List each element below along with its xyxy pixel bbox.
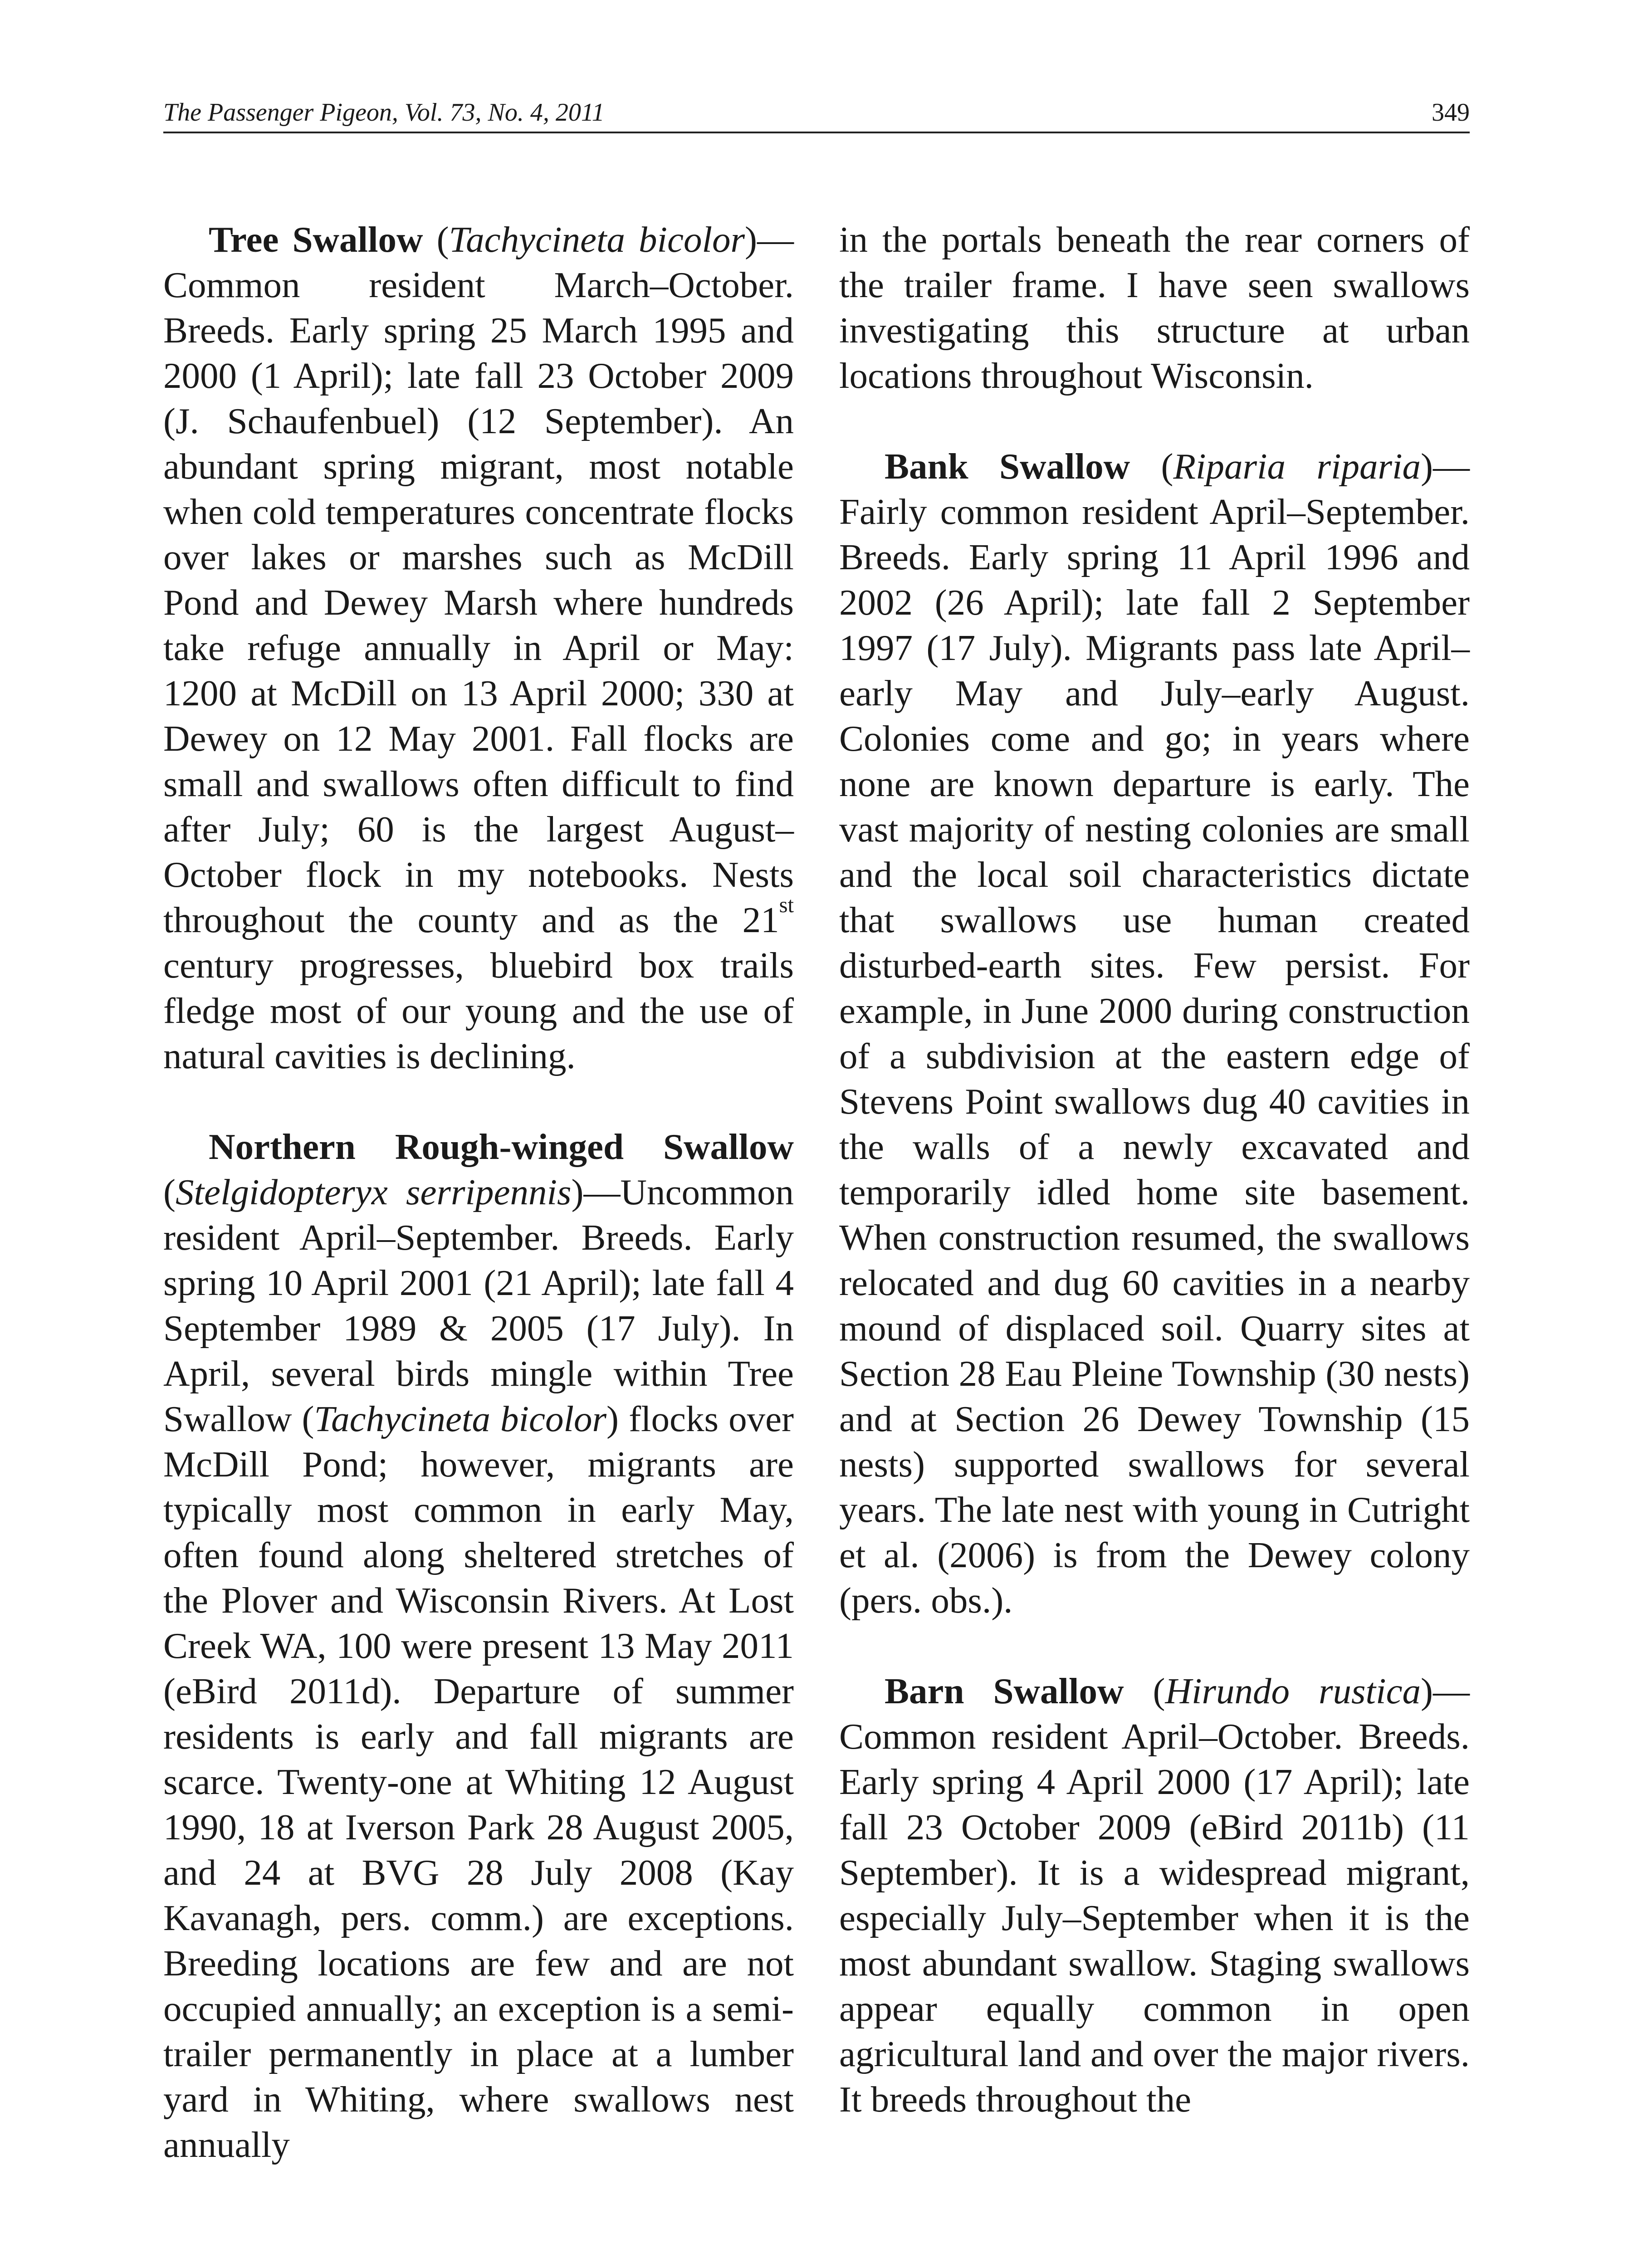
running-header bbox=[163, 91, 1470, 133]
species-name: Northern Rough-winged Swallow bbox=[209, 1126, 794, 1167]
species-name: Tree Swallow bbox=[209, 219, 423, 260]
superscript: st bbox=[779, 892, 794, 917]
scientific-name: Riparia riparia bbox=[1173, 446, 1421, 487]
right-column bbox=[839, 217, 1470, 2167]
scientific-name: Tachycineta bicolor bbox=[449, 219, 745, 260]
species-entry-barn-swallow: Barn Swallow (Hirundo rustica)—Common resident April–October. Breeds. Early spring 4 April 2000 (17 April); late fall 23 October 2009 (eBird 2011b) (11 September). It is a widespread migrant, especially July–September when it is the most abundant swallow. Staging swallows appear equally common in open agricultural land and over the major rivers. It breeds throughout the bbox=[839, 1671, 1470, 2120]
entry-text: ) flocks over McDill Pond; however, migrants are typically most common in early May, often found along sheltered stretches of the Plover and Wisconsin Rivers. At Lost Creek WA, 100 were present 13 May 2011 (eBird 2011d). Departure of summer residents is early and fall migrants are scarce. Twenty-one at Whiting 12 August 1990, 18 at Iverson Park 28 August 2005, and 24 at BVG 28 July 2008 (Kay Kavanagh, pers. comm.) are exceptions. Breeding locations are few and are not occupied annually; an exception is a semi-trailer permanently in place at a lumber yard in Whiting, where swallows nest annually bbox=[163, 1398, 794, 2165]
species-name: Barn Swallow bbox=[885, 1671, 1124, 1711]
species-name: Bank Swallow bbox=[885, 446, 1130, 487]
scientific-name: Hirundo rustica bbox=[1165, 1671, 1421, 1711]
species-entry-bank-swallow: Bank Swallow (Riparia riparia)—Fairly common resident April–September. Breeds. Early spring 11 April 1996 and 2002 (26 April); late fall 2 September 1997 (17 July). Migrants pass late April–early May and July–early August. Colonies come and go; in years where none are known departure is early. The vast majority of nesting colonies are small and the local soil characteristics dictate that swallows use human created disturbed-earth sites. Few persist. For example, in June 2000 during construction of a subdivision at the eastern edge of Stevens Point swallows dug 40 cavities in the walls of a newly excavated and temporarily idled home site basement. When construction resumed, the swallows relocated and dug 60 cavities in a nearby mound of displaced soil. Quarry sites at Section 28 Eau Pleine Township (30 nests) and at Section 26 Dewey Township (15 nests) supported swallows for several years. The late nest with young in Cutright et al. (2006) is from the Dewey colony (pers. obs.). bbox=[839, 446, 1470, 1621]
page-number: 349 bbox=[1432, 98, 1470, 127]
entry-text: Uncommon resident April–September. Breeds. Early spring 10 April 2001 (21 April); late fall 4 September 1989 & 2005 (17 July). In April, several birds mingle within Tree Swallow ( bbox=[163, 1172, 794, 1439]
entry-text: Fairly common resident April–September. Breeds. Early spring 11 April 1996 and 2002 (26 April); late fall 2 September 1997 (17 July). Migrants pass late April–early May and July–early August. Colonies come and go; in years where none are known departure is early. The vast majority of nesting colonies are small and the local soil characteristics dictate that swallows use human created disturbed-earth sites. Few persist. For example, in June 2000 during construction of a subdivision at the eastern edge of Stevens Point swallows dug 40 cavities in the walls of a newly excavated and temporarily idled home site basement. When construction resumed, the swallows relocated and dug 60 cavities in a nearby mound of displaced soil. Quarry sites at Section 28 Eau Pleine Township (30 nests) and at Section 26 Dewey Township (15 nests) supported swallows for several years. The late nest with young in Cutright et al. (2006) is from the Dewey colony (pers. obs.). bbox=[839, 491, 1470, 1621]
left-column bbox=[163, 217, 794, 2213]
scientific-name: Stelgidopteryx serripennis bbox=[175, 1172, 572, 1212]
species-entry-rough-winged-swallow: Northern Rough-winged Swallow (Stelgidopteryx serripennis)—Uncommon resident April–September. Breeds. Early spring 10 April 2001 (21 April); late fall 4 September 1989 & 2005 (17 July). In April, several birds mingle within Tree Swallow (Tachycineta bicolor) flocks over McDill Pond; however, migrants are typically most common in early May, often found along sheltered stretches of the Plover and Wisconsin Rivers. At Lost Creek WA, 100 were present 13 May 2011 (eBird 2011d). Departure of summer residents is early and fall migrants are scarce. Twenty-one at Whiting 12 August 1990, 18 at Iverson Park 28 August 2005, and 24 at BVG 28 July 2008 (Kay Kavanagh, pers. comm.) are exceptions. Breeding locations are few and are not occupied annually; an exception is a semi-trailer permanently in place at a lumber yard in Whiting, where swallows nest annually bbox=[163, 1126, 794, 2165]
continued-text: in the portals beneath the rear corners of the trailer frame. I have seen swallows investigating this structure at urban locations throughout Wisconsin. bbox=[839, 219, 1470, 396]
journal-title: The Passenger Pigeon, Vol. 73, No. 4, 2011 bbox=[163, 98, 605, 127]
scientific-name-inline: Tachycineta bicolor bbox=[314, 1398, 607, 1439]
entry-text: century progresses, bluebird box trails fledge most of our young and the use of natural cavities is declining. bbox=[163, 945, 794, 1076]
species-entry-tree-swallow: Tree Swallow (Tachycineta bicolor)—Common resident March–October. Breeds. Early spring 25 March 1995 and 2000 (1 April); late fall 23 October 2009 (J. Schaufenbuel) (12 September). An abundant spring migrant, most notable when cold temperatures concentrate flocks over lakes or marshes such as McDill Pond and Dewey Marsh where hundreds take refuge annually in April or May: 1200 at McDill on 13 April 2000; 330 at Dewey on 12 May 2001. Fall flocks are small and swallows often difficult to find after July; 60 is the largest August–October flock in my notebooks. Nests throughout the county and as the 21st century progresses, bluebird box trails fledge most of our young and the use of natural cavities is declining. bbox=[163, 219, 794, 1076]
entry-text: Common resident April–October. Breeds. Early spring 4 April 2000 (17 April); late fall 23 October 2009 (eBird 2011b) (11 September). It is a widespread migrant, especially July–September when it is the most abundant swallow. Staging swallows appear equally common in open agricultural land and over the major rivers. It breeds throughout the bbox=[839, 1716, 1470, 2120]
entry-text: Common resident March–October. Breeds. Early spring 25 March 1995 and 2000 (1 April); late fall 23 October 2009 (J. Schaufenbuel) (12 September). An abundant spring migrant, most notable when cold temperatures concentrate flocks over lakes or marshes such as McDill Pond and Dewey Marsh where hundreds take refuge annually in April or May: 1200 at McDill on 13 April 2000; 330 at Dewey on 12 May 2001. Fall flocks are small and swallows often difficult to find after July; 60 is the largest August–October flock in my notebooks. Nests throughout the county and as the 21 bbox=[163, 264, 794, 940]
